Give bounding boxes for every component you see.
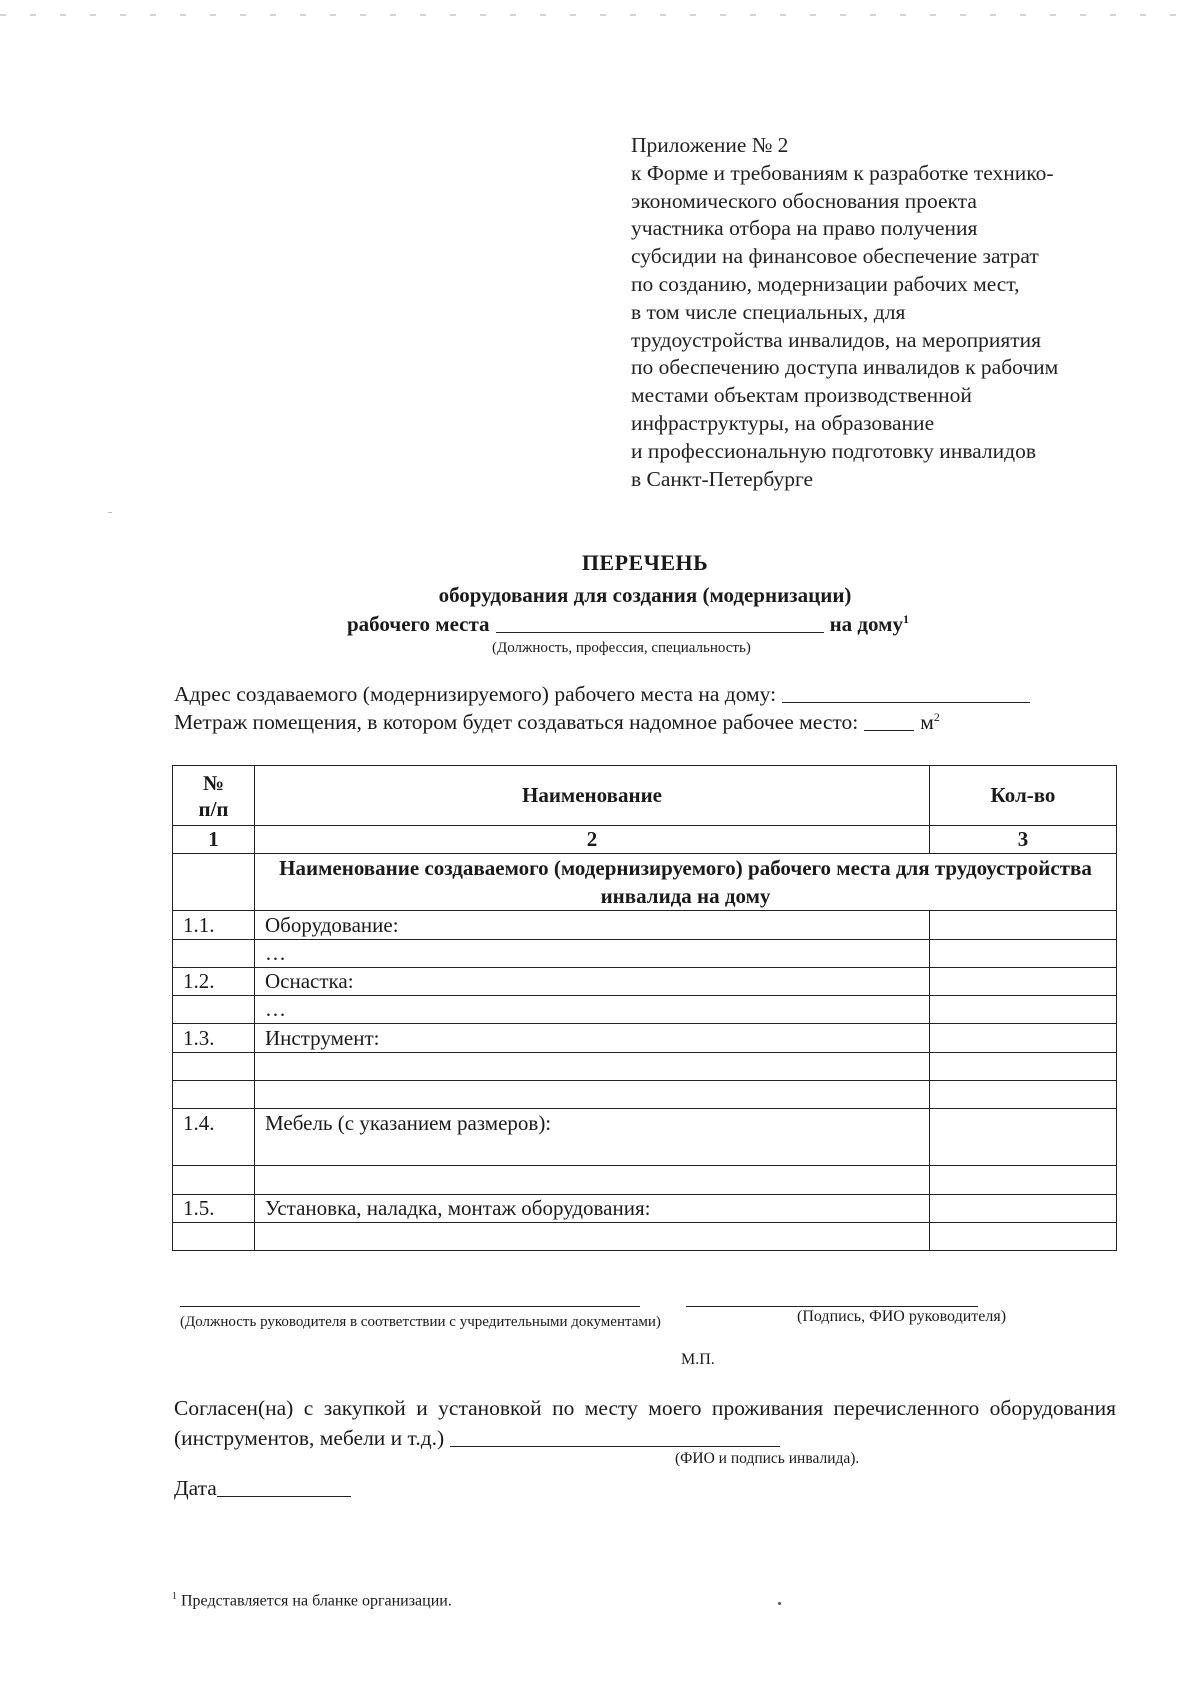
position-signature-line[interactable]: [180, 1306, 640, 1307]
row-name: Оснастка:: [255, 968, 930, 996]
row-name: Мебель (с указанием размеров):: [255, 1109, 930, 1166]
row-num: 1.1.: [173, 911, 255, 940]
table-row: [173, 1109, 1117, 1166]
row-qty[interactable]: [930, 1024, 1117, 1053]
row-name[interactable]: …: [255, 940, 930, 968]
header-name: Наименование: [255, 766, 930, 826]
scan-artifact-left: [108, 512, 112, 513]
row-name[interactable]: [255, 1053, 930, 1081]
row-num: [173, 1223, 255, 1251]
document-title: ПЕРЕЧЕНЬ: [581, 550, 709, 575]
annex-line: субсидии на финансовое обеспечение затрат: [631, 244, 1039, 269]
table-row: [173, 996, 1117, 1024]
row-num: [173, 996, 255, 1024]
equipment-table: [172, 765, 1117, 1251]
table-row: [173, 911, 1117, 940]
row-num: 1.2.: [173, 968, 255, 996]
table-row: [173, 1223, 1117, 1251]
address-field: [174, 682, 1030, 707]
row-num: [173, 1053, 255, 1081]
workplace-heading: [347, 612, 909, 637]
annex-line: к Форме и требованиям к разработке технико-: [631, 160, 1054, 185]
disabled-person-signature-blank[interactable]: [450, 1446, 780, 1447]
area-field: [174, 710, 940, 735]
row-name[interactable]: [255, 1223, 930, 1251]
header-qty: Кол-во: [930, 766, 1117, 826]
table-row: [173, 1081, 1117, 1109]
section-title: Наименование создаваемого (модернизируемого) рабочего места для трудоустройства инвалида на дому: [255, 854, 1117, 911]
row-num: [173, 1081, 255, 1109]
document-subtitle: оборудования для создания (модернизации): [438, 583, 852, 607]
row-num: 1.3.: [173, 1024, 255, 1053]
row-qty[interactable]: [930, 1081, 1117, 1109]
annex-block: [631, 132, 1151, 493]
section-row: [173, 854, 1117, 911]
footnote: [172, 1591, 452, 1610]
consent-text: Согласен(на) с закупкой и установкой по месту моего проживания перечисленного оборудования (инструментов, мебели и т.д.): [174, 1396, 1116, 1450]
scan-dot: [778, 1602, 781, 1605]
row-name[interactable]: [255, 1166, 930, 1195]
row-qty[interactable]: [930, 1223, 1117, 1251]
area-label: Метраж помещения, в котором будет создаваться надомное рабочее место:: [174, 710, 859, 735]
table-row: [173, 1166, 1117, 1195]
row-num: 1.5.: [173, 1195, 255, 1223]
footnote-mark: 1: [172, 1591, 177, 1602]
header-num: № п/п: [173, 766, 255, 826]
consent-signature-hint: (ФИО и подпись инвалида).: [675, 1450, 860, 1467]
area-blank[interactable]: [864, 730, 914, 731]
annex-line: участника отбора на право получения: [631, 216, 978, 241]
position-hint: (Должность, профессия, специальность): [492, 640, 751, 656]
table-header-row: [173, 766, 1117, 826]
workplace-heading-left: рабочего места: [347, 612, 490, 636]
consent-block: [174, 1393, 1116, 1453]
annex-line: в том числе специальных, для: [631, 299, 906, 324]
row-qty[interactable]: [930, 968, 1117, 996]
row-qty[interactable]: [930, 1053, 1117, 1081]
scan-artifact-top: [0, 14, 1200, 16]
row-num: [173, 940, 255, 968]
row-name: Установка, наладка, монтаж оборудования:: [255, 1195, 930, 1223]
table-row: [173, 1024, 1117, 1053]
address-blank[interactable]: [782, 702, 1030, 703]
address-label: Адрес создаваемого (модернизируемого) рабочего места на дому:: [174, 682, 777, 706]
row-qty[interactable]: [930, 996, 1117, 1024]
row-name: Оборудование:: [255, 911, 930, 940]
row-qty[interactable]: [930, 1109, 1117, 1166]
row-name: Инструмент:: [255, 1024, 930, 1053]
workplace-heading-right: на дому: [829, 612, 903, 636]
date-label: Дата: [174, 1476, 217, 1500]
section-num-cell: [173, 854, 255, 911]
stamp-place: М.П.: [681, 1351, 715, 1368]
row-qty[interactable]: [930, 1166, 1117, 1195]
col-number-1: 1: [173, 826, 255, 854]
row-name[interactable]: …: [255, 996, 930, 1024]
row-qty[interactable]: [930, 940, 1117, 968]
footnote-text: Представляется на бланке организации.: [181, 1592, 452, 1610]
position-signature-hint: (Должность руководителя в соответствии с учредительными документами): [180, 1314, 661, 1330]
table-row: [173, 1195, 1117, 1223]
table-row: [173, 940, 1117, 968]
row-qty[interactable]: [930, 911, 1117, 940]
table-row: [173, 1053, 1117, 1081]
director-signature-hint: (Подпись, ФИО руководителя): [797, 1308, 1007, 1325]
col-number-3: 3: [930, 826, 1117, 854]
annex-line: по созданию, модернизации рабочих мест,: [631, 271, 1020, 296]
column-number-row: [173, 826, 1117, 854]
annex-line: по обеспечению доступа инвалидов к рабочим: [631, 355, 1059, 380]
area-unit: м: [920, 710, 934, 735]
director-signature-line[interactable]: [686, 1306, 978, 1307]
row-name[interactable]: [255, 1081, 930, 1109]
date-blank[interactable]: [217, 1496, 351, 1497]
row-qty[interactable]: [930, 1195, 1117, 1223]
row-num: 1.4.: [173, 1109, 255, 1166]
annex-line: трудоустройства инвалидов, на мероприятия: [631, 327, 1042, 352]
annex-line: местами объектам производственной: [631, 383, 972, 408]
row-num: [173, 1166, 255, 1195]
annex-line: экономического обоснования проекта: [631, 188, 977, 213]
annex-line: инфраструктуры, на образование: [631, 410, 935, 435]
annex-line: в Санкт-Петербурге: [631, 466, 814, 491]
position-blank[interactable]: [496, 632, 824, 633]
annex-line: Приложение № 2: [631, 133, 789, 157]
date-field: [174, 1476, 351, 1501]
annex-line: и профессиональную подготовку инвалидов: [631, 438, 1036, 463]
col-number-2: 2: [255, 826, 930, 854]
area-unit-sup: 2: [933, 710, 940, 724]
footnote-ref: 1: [902, 612, 909, 626]
table-row: [173, 968, 1117, 996]
